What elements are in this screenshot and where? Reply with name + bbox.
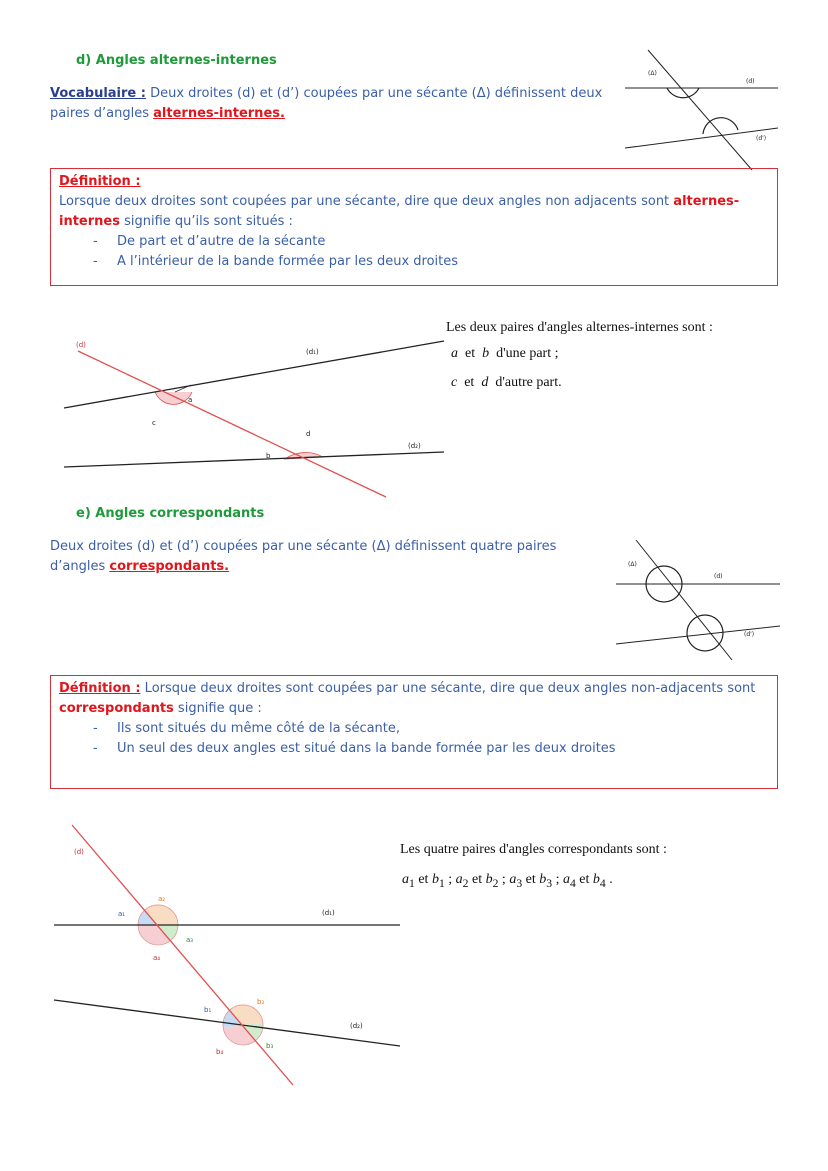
angle-a4-label: a₄	[153, 954, 161, 962]
angle-b2-label: b₂	[257, 998, 265, 1006]
list-item: - A l’intérieur de la bande formée par les deux droites	[59, 252, 769, 272]
list-item: - Un seul des deux angles est situé dans la bande formée par les deux droites	[59, 739, 769, 759]
pair-3: $a_3$ et $b_3$ ;	[509, 872, 560, 890]
definition-box-correspondants	[50, 675, 778, 789]
correspondants-small-figure	[614, 536, 782, 662]
def-list-alternes	[59, 232, 769, 272]
pair-4: $a_4$ et $b_4$ .	[562, 872, 613, 890]
angle-b3-label: b₃	[266, 1042, 274, 1050]
def-body-alternes: Lorsque deux droites sont coupées par une sécante, dire que deux angles non adjacents sont alternes- internes signifie qu’ils sont situés :	[59, 194, 740, 229]
fig-e-d2-label: (d₂)	[350, 1022, 363, 1030]
correspondants-figure	[50, 820, 405, 1090]
angle-c-label: c	[152, 419, 156, 427]
pair-1: $a_1$ et $b_1$ ;	[402, 872, 453, 890]
small-fig-delta-label: (Δ)	[648, 70, 657, 77]
vocab-label: Vocabulaire :	[50, 86, 146, 101]
alternes-pair-1: a et b d'une part ;	[451, 346, 559, 361]
pair-2: $a_2$ et $b_2$ ;	[455, 872, 506, 890]
alternes-small-figure	[620, 48, 780, 173]
small-fig-e-dprime-label: (d')	[744, 631, 755, 638]
fig-d2-label: (d₂)	[408, 442, 421, 450]
def-list-correspondants	[59, 719, 769, 759]
angle-a2-label: a₂	[158, 895, 166, 903]
alternes-pair-2: c et d d'autre part.	[451, 375, 562, 390]
def-title-alternes: Définition :	[59, 174, 141, 189]
vocab-paragraph	[50, 84, 610, 124]
list-item: - Ils sont situés du même côté de la sécante,	[59, 719, 769, 739]
small-fig-e-delta-label: (Δ)	[628, 561, 637, 568]
angle-d-label: d	[306, 430, 311, 438]
alternes-figure	[58, 332, 453, 502]
fig-d-label: (d)	[76, 341, 86, 349]
vocab-keyword: alternes-internes.	[153, 106, 285, 121]
list-item: - De part et d’autre de la sécante	[59, 232, 769, 252]
correspondants-pairs-list	[402, 872, 613, 890]
angle-b4-label: b₄	[216, 1048, 224, 1056]
correspondants-pairs-intro: Les quatre paires d'angles correspondants sont :	[400, 842, 667, 857]
def-body-correspondants: Définition : Lorsque deux droites sont coupées par une sécante, dire que deux angles non-adjacents sont correspondants signifie que :	[59, 681, 756, 716]
fig-e-d-label: (d)	[74, 848, 84, 856]
angle-a-label: a	[188, 396, 193, 404]
section-d-title: d) Angles alternes-internes	[76, 53, 277, 68]
fig-d1-label: (d₁)	[306, 348, 319, 356]
angle-a3-label: a₃	[186, 936, 194, 944]
section-e-title: e) Angles correspondants	[76, 506, 265, 521]
angle-b-label: b	[266, 452, 271, 460]
vocab-text: Deux droites (d) et (d’) coupées par une sécante (Δ) définissent deux paires d’angles	[50, 86, 603, 121]
definition-box-alternes	[50, 168, 778, 286]
angle-b1-label: b₁	[204, 1006, 212, 1014]
alternes-pairs-intro: Les deux paires d'angles alternes-internes sont :	[446, 320, 713, 335]
small-fig-dprime-label: (d')	[756, 135, 767, 142]
small-fig-d-label: (d)	[746, 78, 755, 85]
correspondants-intro: Deux droites (d) et (d’) coupées par une sécante (Δ) définissent quatre paires d’angles correspondants.	[50, 539, 557, 574]
angle-a1-label: a₁	[118, 910, 126, 918]
fig-e-d1-label: (d₁)	[322, 909, 335, 917]
small-fig-e-d-label: (d)	[714, 573, 723, 580]
